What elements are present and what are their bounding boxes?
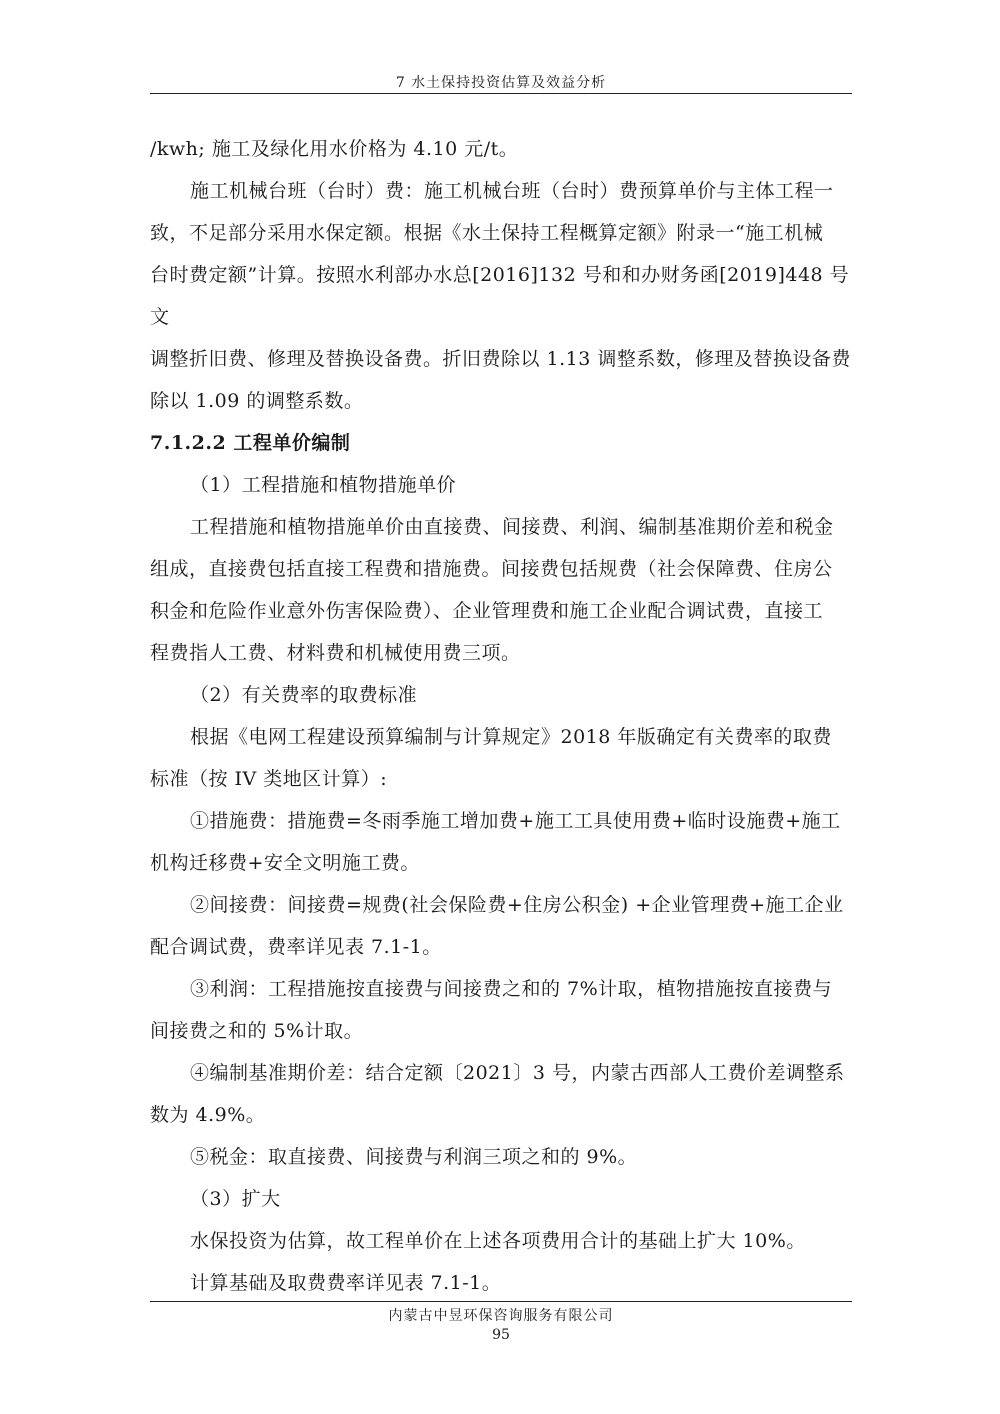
text-line: ①措施费：措施费=冬雨季施工增加费+施工工具使用费+临时设施费+施工	[190, 810, 841, 832]
text-line: 台时费定额”计算。按照水利部办水总[2016]132 号和和办财务函[2019]448 号文	[150, 264, 850, 328]
text-line: 根据《电网工程建设预算编制与计算规定》2018 年版确定有关费率的取费	[190, 726, 832, 748]
text-line: 工程措施和植物措施单价由直接费、间接费、利润、编制基准期价差和税金	[190, 516, 834, 538]
footer-organization: 内蒙古中昱环保咨询服务有限公司	[388, 1308, 614, 1324]
text-line: ④编制基准期价差：结合定额〔2021〕3 号，内蒙古西部人工费价差调整系	[190, 1062, 845, 1084]
text-line: 施工机械台班（台时）费：施工机械台班（台时）费预算单价与主体工程一	[190, 180, 834, 202]
page-number: 95	[492, 1327, 510, 1343]
running-header: 7 水土保持投资估算及效益分析	[395, 75, 607, 91]
footer-divider	[150, 1301, 852, 1302]
text-line: ②间接费：间接费=规费(社会保险费+住房公积金) +企业管理费+施工企业	[190, 894, 844, 916]
text-line: （3）扩大	[190, 1188, 281, 1210]
text-line: 调整折旧费、修理及替换设备费。折旧费除以 1.13 调整系数，修理及替换设备费	[150, 348, 851, 370]
text-line: ③利润：工程措施按直接费与间接费之和的 7%计取，植物措施按直接费与	[190, 978, 833, 1000]
header-divider	[150, 93, 852, 94]
text-line: （1）工程措施和植物措施单价	[190, 474, 457, 496]
text-line: 配合调试费，费率详见表 7.1-1。	[150, 936, 442, 958]
text-line: （2）有关费率的取费标准	[190, 684, 418, 706]
text-line: 水保投资为估算，故工程单价在上述各项费用合计的基础上扩大 10%。	[190, 1230, 806, 1252]
text-line: ⑤税金：取直接费、间接费与利润三项之和的 9%。	[190, 1146, 638, 1168]
section-heading: 7.1.2.2 工程单价编制	[150, 432, 351, 454]
text-line: 数为 4.9%。	[150, 1104, 266, 1126]
text-line: 间接费之和的 5%计取。	[150, 1020, 364, 1042]
document-body	[150, 128, 852, 1304]
text-line: 组成，直接费包括直接工程费和措施费。间接费包括规费（社会保障费、住房公	[150, 558, 833, 580]
text-line: 除以 1.09 的调整系数。	[150, 390, 364, 412]
text-line: 机构迁移费+安全文明施工费。	[150, 852, 420, 874]
text-line: 标准（按 IV 类地区计算）:	[150, 768, 388, 790]
text-line: 积金和危险作业意外伤害保险费）、企业管理费和施工企业配合调试费，直接工	[150, 600, 824, 622]
text-line: /kwh; 施工及绿化用水价格为 4.10 元/t。	[150, 138, 519, 160]
text-line: 致，不足部分采用水保定额。根据《水土保持工程概算定额》附录一“施工机械	[150, 222, 824, 244]
text-line: 计算基础及取费费率详见表 7.1-1。	[190, 1272, 502, 1294]
text-line: 程费指人工费、材料费和机械使用费三项。	[150, 642, 521, 664]
